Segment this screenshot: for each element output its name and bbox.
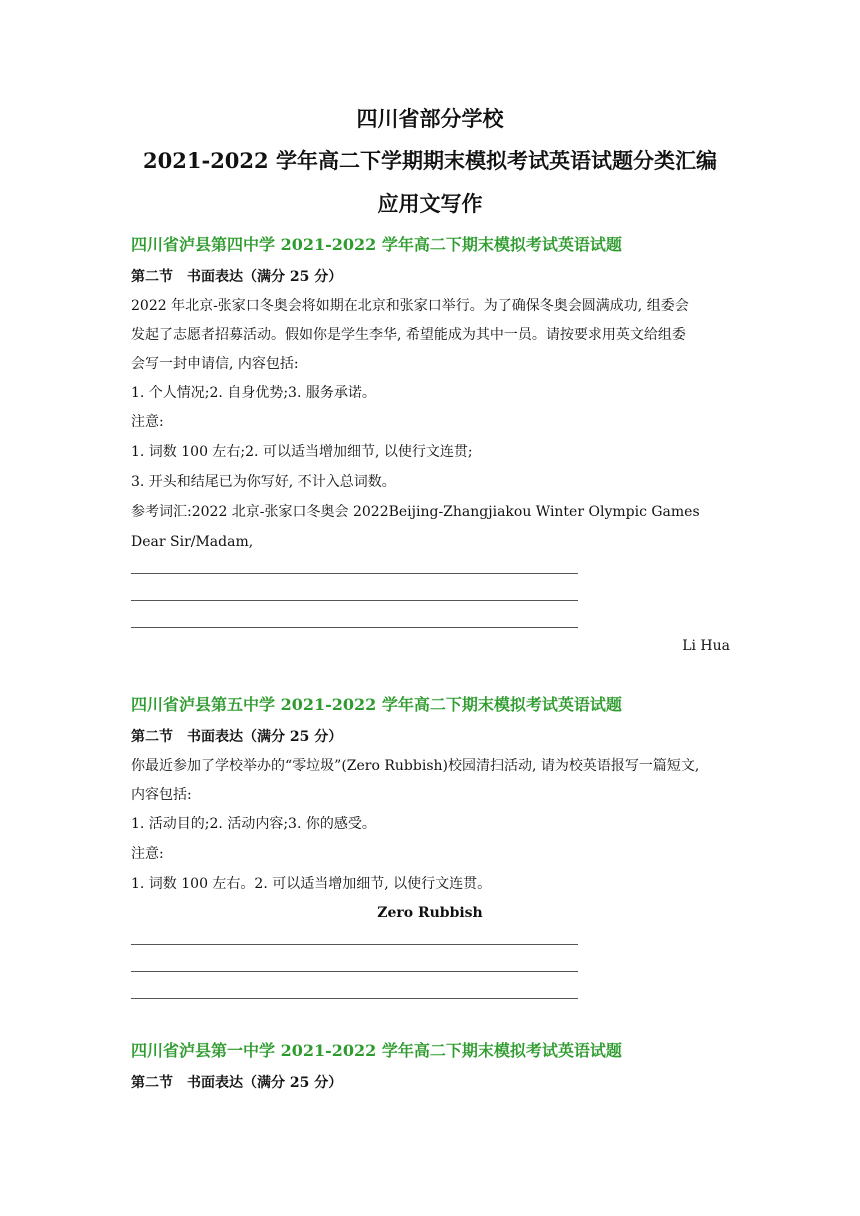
- section-2-line: 内容包括:: [131, 787, 192, 803]
- section-1-line: 参考词汇:2022 北京-张家口冬奥会 2022Beijing-Zhangjiakou Winter Olympic Games: [131, 504, 700, 520]
- section-3-part: 第二节 书面表达（满分 25 分）: [131, 1075, 343, 1091]
- answer-line: [131, 971, 578, 972]
- section-1-line: 2022 年北京-张家口冬奥会将如期在北京和张家口举行。为了确保冬奥会圆满成功, 组委会: [131, 298, 689, 314]
- section-1-line: 发起了志愿者招募活动。假如你是学生李华, 希望能成为其中一员。请按要求用英文给组委: [131, 327, 686, 343]
- section-2-essay-title: Zero Rubbish: [377, 905, 483, 921]
- answer-line: [131, 998, 578, 999]
- doc-title-line3: 应用文写作: [377, 191, 483, 216]
- doc-title-line2: 2021-2022 学年高二下学期期末模拟考试英语试题分类汇编: [143, 148, 717, 173]
- section-2-line: 注意:: [131, 846, 164, 862]
- section-2-line: 1. 活动目的;2. 活动内容;3. 你的感受。: [131, 816, 376, 832]
- doc-title-line1: 四川省部分学校: [356, 106, 504, 131]
- section-1-line: 1. 个人情况;2. 自身优势;3. 服务承诺。: [131, 385, 376, 401]
- section-1-line: 注意:: [131, 414, 164, 430]
- answer-line: [131, 627, 578, 628]
- section-1-line: 3. 开头和结尾已为你写好, 不计入总词数。: [131, 474, 396, 490]
- section-1-signature: Li Hua: [682, 638, 730, 654]
- answer-line: [131, 600, 578, 601]
- section-2-school: 四川省泸县第五中学 2021-2022 学年高二下期末模拟考试英语试题: [131, 695, 622, 714]
- section-1-line: Dear Sir/Madam,: [131, 534, 254, 550]
- answer-line: [131, 573, 578, 574]
- section-1-line: 1. 词数 100 左右;2. 可以适当增加细节, 以使行文连贯;: [131, 444, 473, 460]
- section-1-line: 会写一封申请信, 内容包括:: [131, 356, 299, 372]
- section-1-part: 第二节 书面表达（满分 25 分）: [131, 269, 343, 285]
- section-3-school: 四川省泸县第一中学 2021-2022 学年高二下期末模拟考试英语试题: [131, 1041, 622, 1060]
- section-2-line: 你最近参加了学校举办的“零垃圾”(Zero Rubbish)校园清扫活动, 请为校英语报写一篇短文,: [131, 758, 700, 774]
- section-2-part: 第二节 书面表达（满分 25 分）: [131, 729, 343, 745]
- answer-line: [131, 944, 578, 945]
- section-1-school: 四川省泸县第四中学 2021-2022 学年高二下期末模拟考试英语试题: [131, 235, 622, 254]
- section-2-line: 1. 词数 100 左右。2. 可以适当增加细节, 以使行文连贯。: [131, 876, 492, 892]
